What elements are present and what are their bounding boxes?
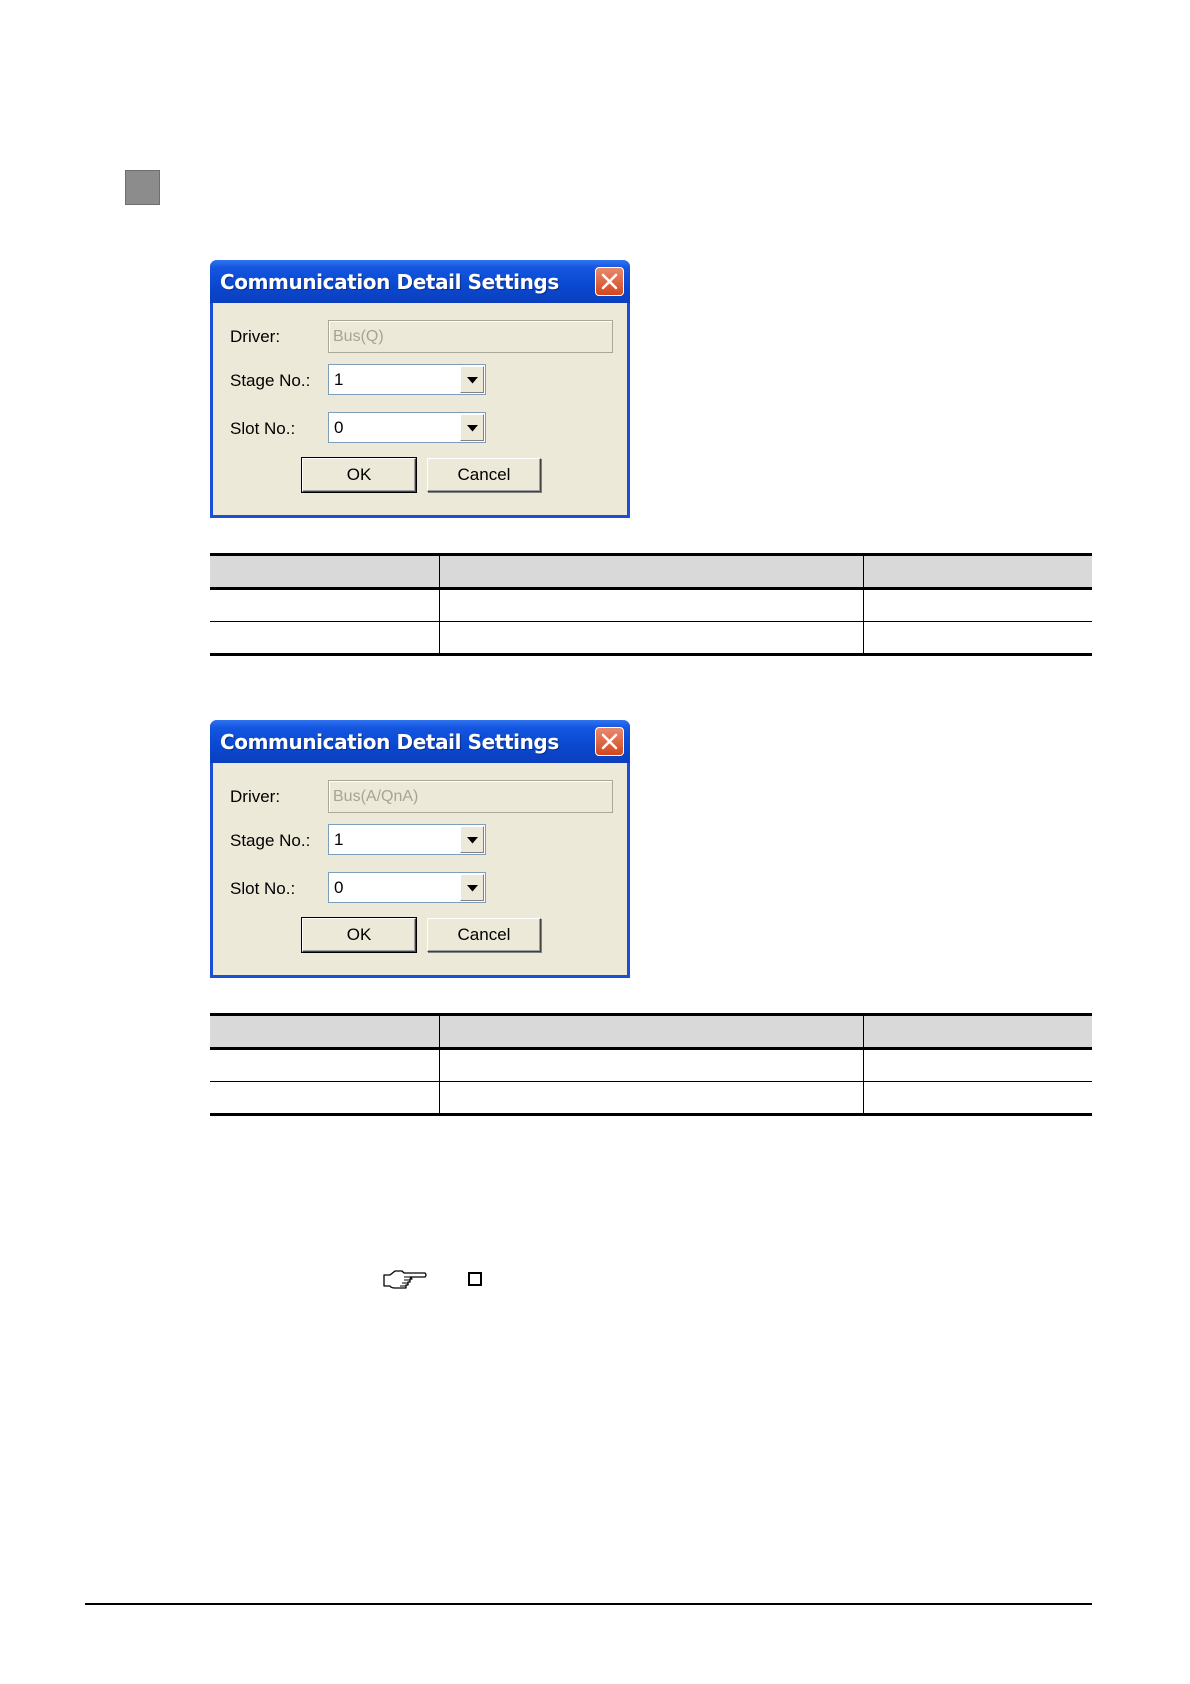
table-cell (210, 622, 439, 655)
chevron-down-icon (467, 425, 478, 432)
table-row (210, 622, 1092, 655)
slot-no-value: 0 (334, 878, 344, 897)
table-row (210, 589, 1092, 622)
chevron-down-icon (467, 837, 478, 844)
stage-no-label: Stage No.: (230, 371, 311, 390)
table-cell (863, 589, 1092, 622)
square-outline-icon (468, 1272, 482, 1286)
table-cell (439, 1049, 863, 1082)
slot-no-dropdown-button[interactable] (460, 414, 484, 441)
table-header-cell (863, 555, 1092, 589)
dialog-title: Communication Detail Settings (220, 270, 559, 294)
table-cell (210, 1049, 439, 1082)
settings-table-q (210, 553, 1092, 656)
slot-no-select[interactable] (328, 872, 486, 903)
table-header-row (210, 555, 1092, 589)
table-cell (210, 1082, 439, 1115)
stage-no-select[interactable] (328, 364, 486, 395)
table-row (210, 1082, 1092, 1115)
dialog-titlebar (210, 260, 630, 303)
table-row (210, 1049, 1092, 1082)
table-cell (210, 589, 439, 622)
table-cell (863, 1049, 1092, 1082)
table-cell (439, 1082, 863, 1115)
table-cell (863, 622, 1092, 655)
table-cell (863, 1082, 1092, 1115)
settings-table-aqna (210, 1013, 1092, 1116)
table-header-cell (210, 1015, 439, 1049)
stage-no-dropdown-button[interactable] (460, 826, 484, 853)
table-header-cell (210, 555, 439, 589)
driver-field: Bus(Q) (328, 320, 613, 353)
stage-no-select[interactable] (328, 824, 486, 855)
dialog-titlebar (210, 720, 630, 763)
slot-no-label: Slot No.: (230, 419, 296, 438)
table-cell (439, 589, 863, 622)
table-header-cell (439, 1015, 863, 1049)
ok-button[interactable]: OK (302, 918, 416, 952)
chevron-down-icon (467, 885, 478, 892)
section-marker (125, 170, 160, 205)
stage-no-value: 1 (334, 830, 344, 849)
cancel-button[interactable]: Cancel (427, 458, 541, 492)
stage-no-dropdown-button[interactable] (460, 366, 484, 393)
table-cell (439, 622, 863, 655)
driver-label: Driver: (230, 327, 281, 346)
close-button[interactable] (595, 727, 624, 756)
ok-button[interactable]: OK (302, 458, 416, 492)
chevron-down-icon (467, 377, 478, 384)
pointing-hand-icon (383, 1269, 427, 1291)
table-header-cell (439, 555, 863, 589)
stage-no-label: Stage No.: (230, 831, 311, 850)
table-header-row (210, 1015, 1092, 1049)
close-icon (601, 733, 618, 750)
slot-no-select[interactable] (328, 412, 486, 443)
slot-no-label: Slot No.: (230, 879, 296, 898)
dialog-title: Communication Detail Settings (220, 730, 559, 754)
close-button[interactable] (595, 267, 624, 296)
communication-detail-settings-dialog-aqna (210, 720, 630, 978)
table-header-cell (863, 1015, 1092, 1049)
driver-label: Driver: (230, 787, 281, 806)
cancel-button[interactable]: Cancel (427, 918, 541, 952)
driver-field: Bus(A/QnA) (328, 780, 613, 813)
communication-detail-settings-dialog-q (210, 260, 630, 518)
close-icon (601, 273, 618, 290)
slot-no-value: 0 (334, 418, 344, 437)
footer-rule (85, 1603, 1092, 1605)
slot-no-dropdown-button[interactable] (460, 874, 484, 901)
stage-no-value: 1 (334, 370, 344, 389)
